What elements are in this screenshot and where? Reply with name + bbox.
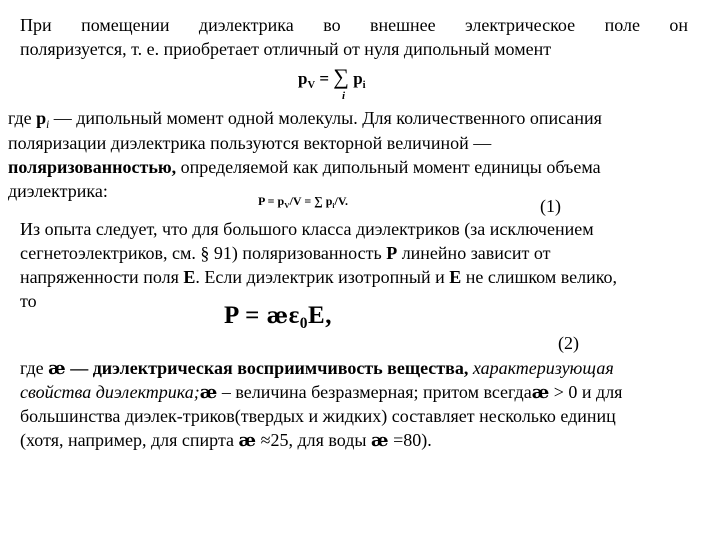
sum-index: i [342,90,346,102]
formula-susceptibility: $P = æ\varepsilon_0E$, [224,302,332,333]
formula-dipole-moment-sum: $p_V$ = ∑ $p_i$ [298,64,366,91]
para4-line3: большинства диэлек-триков(твердых и жидких) составляет несколько единиц [20,406,616,426]
para4-line4: (хотя, например, для спирта æ ≈25, для воды æ =80). [20,430,432,451]
word: во [323,15,341,35]
word: диэлектрика [198,15,294,35]
para3-line3: напряженности поля E. Если диэлектрик изотропный и E не слишком велико, [20,267,618,287]
para3-line2: сегнетоэлектриков, см. § 91) поляризованность P линейно зависит от [20,243,551,263]
word: помещении [81,15,170,35]
para1-line2: поляризуется, т. е. приобретает отличный от нуля дипольный момент [20,39,552,59]
para1-line1 [20,14,688,36]
para2-line3: поляризованностью, определяемой как дипольный момент единицы объема [8,157,601,177]
word: он [669,15,688,35]
para2-line1: где $p_i$ — дипольный момент одной молекулы. Для количественного описания [8,108,602,131]
para3-line4: то [20,291,37,311]
word: поле [604,15,640,35]
para2-line4: диэлектрика: [8,181,108,201]
formula-polarization: $P = p_V/V$ = ∑ $p_i/V$. [258,194,348,210]
word: При [20,15,52,35]
para3-line1: Из опыта следует, что для большого класса диэлектриков (за исключением [20,219,594,239]
word: внешнее [370,15,436,35]
equation-number-1: (1) [540,196,561,216]
word: электрическое [465,15,576,35]
equation-number-2: (2) [558,333,579,353]
para4-line2: свойства диэлектрика;æ – величина безразмерная; притом всегдаæ > 0 и для [20,382,623,403]
para2-line2: поляризации диэлектрика пользуются векторной величиной — [8,133,492,153]
para4-line1: где æ — диэлектрическая восприимчивость вещества, характеризующая [20,358,614,379]
